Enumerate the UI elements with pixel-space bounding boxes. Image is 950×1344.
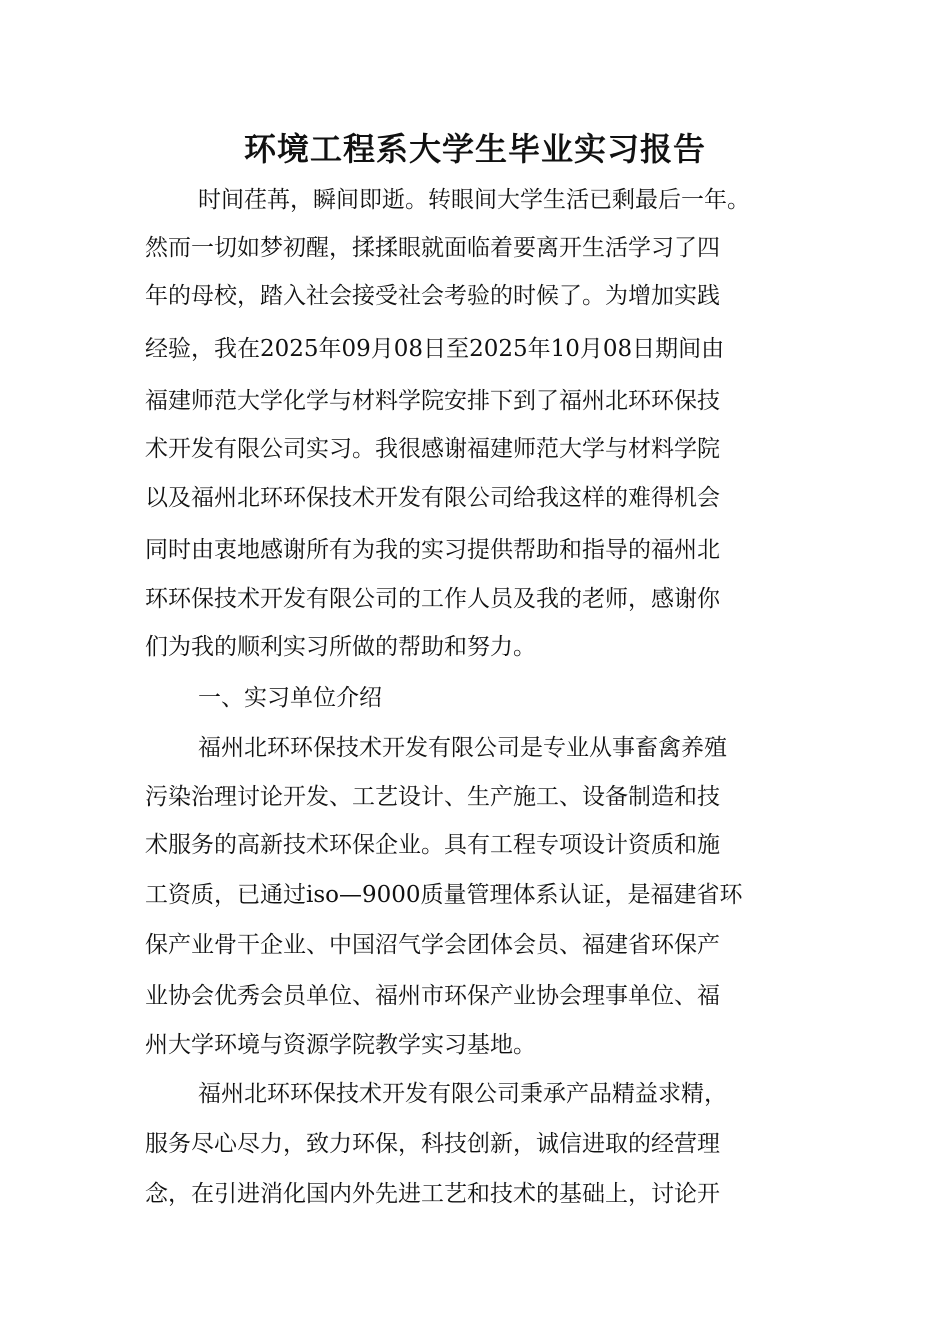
paragraph-line: 工资质，已通过iso—9000质量管理体系认证，是福建省环 <box>145 882 743 908</box>
paragraph-line: 同时由衷地感谢所有为我的实习提供帮助和指导的福州北 <box>145 537 720 563</box>
paragraph-line: 术服务的高新技术环保企业。具有工程专项设计资质和施 <box>145 832 720 858</box>
paragraph-line: 环环保技术开发有限公司的工作人员及我的老师，感谢你 <box>145 586 720 612</box>
paragraph-line: 时间荏苒，瞬间即逝。转眼间大学生活已剩最后一年。 <box>198 187 750 213</box>
paragraph-line: 业协会优秀会员单位、福州市环保产业协会理事单位、福 <box>145 983 720 1009</box>
paragraph-line: 服务尽心尽力，致力环保，科技创新，诚信进取的经营理 <box>145 1131 720 1157</box>
paragraph-line: 污染治理讨论开发、工艺设计、生产施工、设备制造和技 <box>145 784 720 810</box>
paragraph-line: 念，在引进消化国内外先进工艺和技术的基础上，讨论开 <box>145 1181 720 1207</box>
paragraph-line: 经验，我在2025年09月08日至2025年10月08日期间由 <box>145 336 725 362</box>
paragraph-line: 术开发有限公司实习。我很感谢福建师范大学与材料学院 <box>145 436 720 462</box>
paragraph-line: 福州北环环保技术开发有限公司秉承产品精益求精， <box>198 1081 727 1107</box>
paragraph-line: 保产业骨干企业、中国沼气学会团体会员、福建省环保产 <box>145 932 720 958</box>
paragraph-line: 以及福州北环环保技术开发有限公司给我这样的难得机会 <box>145 485 720 511</box>
paragraph-line: 然而一切如梦初醒，揉揉眼就面临着要离开生活学习了四 <box>145 235 720 261</box>
paragraph-line: 们为我的顺利实习所做的帮助和努力。 <box>145 634 536 660</box>
paragraph-line: 福州北环环保技术开发有限公司是专业从事畜禽养殖 <box>198 735 727 761</box>
document-title: 环境工程系大学生毕业实习报告 <box>243 130 706 168</box>
paragraph-line: 福建师范大学化学与材料学院安排下到了福州北环环保技 <box>145 388 720 414</box>
section-heading: 一、实习单位介绍 <box>198 685 382 711</box>
paragraph-line: 州大学环境与资源学院教学实习基地。 <box>145 1032 536 1058</box>
paragraph-line: 年的母校，踏入社会接受社会考验的时候了。为增加实践 <box>145 283 720 309</box>
